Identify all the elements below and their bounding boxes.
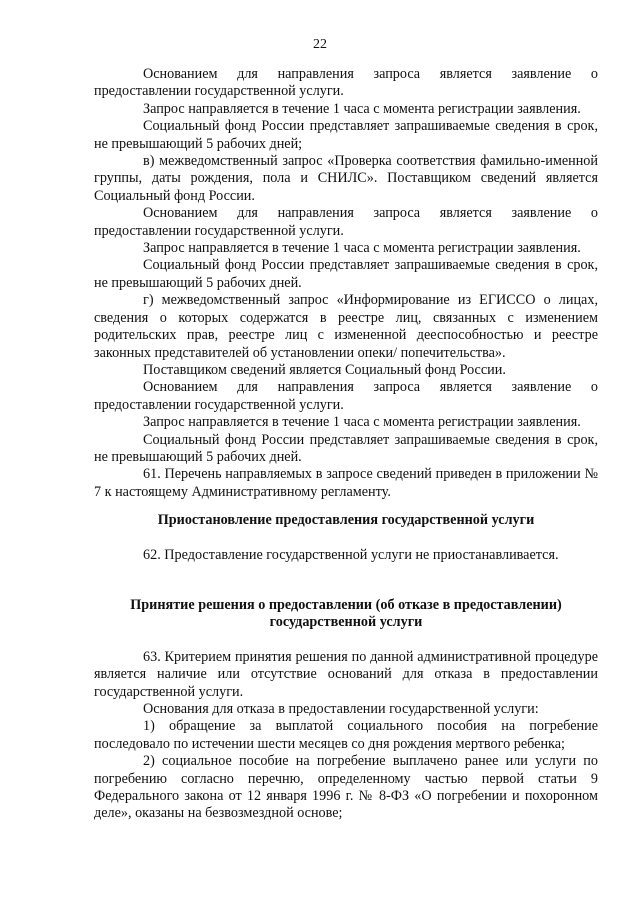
document-body	[94, 66, 598, 823]
paragraph: 2) социальное пособие на погребение выплачено ранее или услуги по погребению согласно перечню, определенному частью первой статьи 9 Федерального закона от 12 января 1996 г. № 8-ФЗ «О погребении и похоронном деле», оказаны на безвозмездной основе;	[94, 753, 598, 822]
heading-line: государственной услуги	[269, 614, 423, 631]
paragraph: г) межведомственный запрос «Информирование из ЕГИССО о лицах, сведения о которых содержатся в реестре лиц, связанных с изменением родительских прав, реестре лиц с измененной дееспособностью и реестре законных представителей об установлении опеки/ попечительства».	[94, 292, 598, 361]
page-number: 22	[313, 37, 327, 52]
paragraph: 61. Перечень направляемых в запросе сведений приведен в приложении № 7 к настоящему Административному регламенту.	[94, 466, 598, 500]
paragraph: Основанием для направления запроса является заявление о предоставлении государственной услуги.	[94, 205, 598, 239]
paragraph: Поставщиком сведений является Социальный фонд России.	[143, 361, 506, 378]
paragraph: Основанием для направления запроса является заявление о предоставлении государственной услуги.	[94, 66, 598, 100]
paragraph: Основанием для направления запроса является заявление о предоставлении государственной услуги.	[94, 379, 598, 413]
paragraph: Запрос направляется в течение 1 часа с момента регистрации заявления.	[143, 100, 581, 117]
paragraph: Основания для отказа в предоставлении государственной услуги:	[143, 701, 539, 717]
section-heading-decision	[94, 597, 598, 632]
paragraph: Запрос направляется в течение 1 часа с момента регистрации заявления.	[143, 414, 581, 431]
heading-line: Принятие решения о предоставлении (об отказе в предоставлении)	[130, 596, 562, 613]
paragraph: 62. Предоставление государственной услуги не приостанавливается.	[143, 546, 559, 563]
paragraph: Социальный фонд России представляет запрашиваемые сведения в срок, не превышающий 5 рабочих дней.	[94, 431, 598, 465]
paragraph: Социальный фонд России представляет запрашиваемые сведения в срок, не превышающий 5 рабочих дней;	[94, 118, 598, 152]
paragraph: Запрос направляется в течение 1 часа с момента регистрации заявления.	[143, 240, 581, 257]
section-heading-suspension: Приостановление предоставления государственной услуги	[157, 512, 535, 529]
paragraph: Социальный фонд России представляет запрашиваемые сведения в срок, не превышающий 5 рабочих дней.	[94, 257, 598, 291]
paragraph: 63. Критерием принятия решения по данной административной процедуре является наличие или отсутствие оснований для отказа в предоставлении государственной услуги.	[94, 648, 598, 700]
paragraph: 1) обращение за выплатой социального пособия на погребение последовало по истечении шести месяцев со дня рождения мертвого ребенка;	[94, 718, 598, 752]
paragraph: в) межведомственный запрос «Проверка соответствия фамильно-именной группы, даты рождения, пола и СНИЛС». Поставщиком сведений является Социальный фонд России.	[94, 153, 598, 204]
